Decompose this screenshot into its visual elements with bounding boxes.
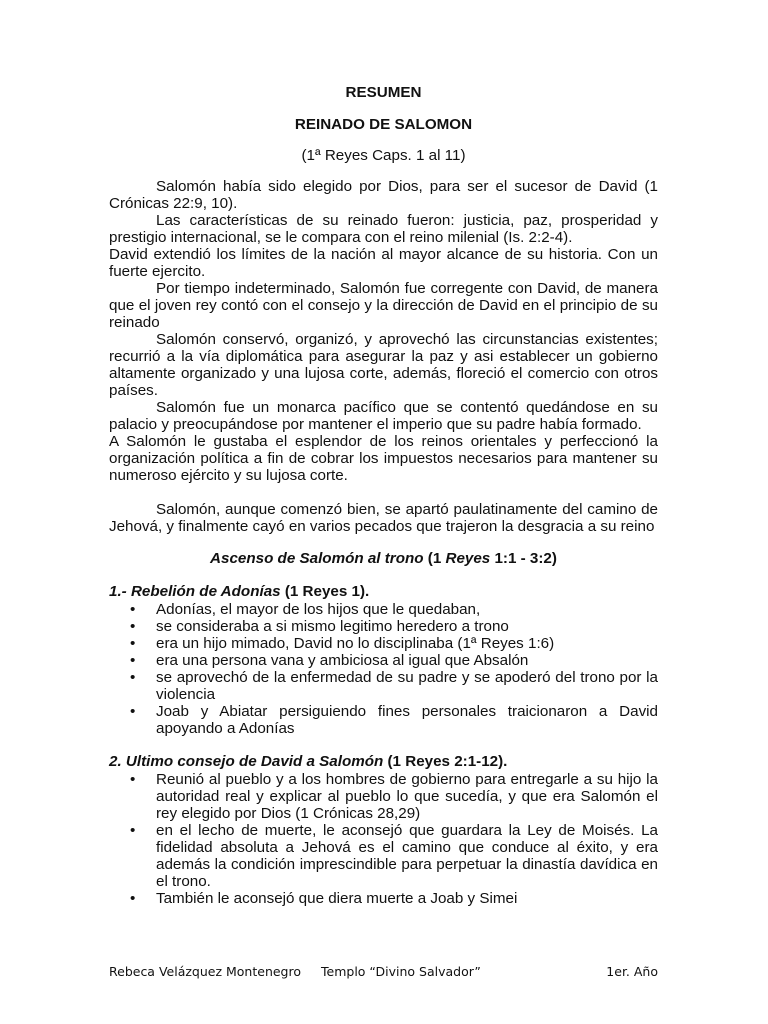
list-item <box>109 601 658 618</box>
list-item <box>109 635 658 652</box>
bullet-icon: • <box>130 601 136 618</box>
section-1-title <box>109 583 658 600</box>
list-item-text: Joab y Abiatar persiguiendo fines personales traicionaron a David apoyando a Adonías <box>156 703 658 737</box>
section-2-title <box>109 753 658 770</box>
list-item-text: se aprovechó de la enfermedad de su padre y se apoderó del trono por la violencia <box>156 669 658 703</box>
section-2-bullet-list <box>109 771 658 907</box>
paragraph-gap <box>109 484 658 501</box>
section-1-bullet-list <box>109 601 658 737</box>
bullet-icon: • <box>130 890 136 907</box>
paragraph: Salomón fue un monarca pacífico que se contentó quedándose en su palacio y preocupándose por mantener el imperio que su padre había formado. <box>109 399 658 433</box>
paragraph: Las características de su reinado fueron: justicia, paz, prosperidad y prestigio internacional, se le compara con el reino milenial (Is. 2:2-4). <box>109 212 658 246</box>
paragraph: A Salomón le gustaba el esplendor de los reinos orientales y perfeccionó la organización política a fin de cobrar los impuestos necesarios para mantener su numeroso ejército y su lujosa corte. <box>109 433 658 484</box>
bullet-icon: • <box>130 618 136 635</box>
list-item <box>109 703 658 737</box>
list-item <box>109 822 658 890</box>
list-item <box>109 771 658 822</box>
document-subtitle: REINADO DE SALOMON <box>294 116 473 133</box>
bullet-icon: • <box>130 669 136 686</box>
paragraph: Salomón, aunque comenzó bien, se apartó paulatinamente del camino de Jehová, y finalmente cayó en varios pecados que trajeron la desgracia a su reino <box>109 501 658 535</box>
list-item-text: se consideraba a si mismo legitimo heredero a trono <box>156 618 509 635</box>
list-item <box>109 890 658 907</box>
list-item <box>109 618 658 635</box>
document-reference: (1ª Reyes Caps. 1 al 11) <box>301 147 466 164</box>
bullet-icon: • <box>130 652 136 669</box>
ascenso-heading <box>109 550 658 567</box>
section-1-title-text: 1.- Rebelión de Adonías <box>109 583 281 600</box>
paragraph: David extendió los límites de la nación al mayor alcance de su historia. Con un fuerte ejercito. <box>109 246 658 280</box>
list-item-text: en el lecho de muerte, le aconsejó que guardara la Ley de Moisés. La fidelidad absoluta a Jehová es el camino que conduce al éxito, y era además la condición imprescindible para perpetuar la dinastía davídica en el trono. <box>156 822 658 890</box>
list-item-text: Adonías, el mayor de los hijos que le quedaban, <box>156 601 481 618</box>
ascenso-heading-title: Ascenso de Salomón al trono <box>210 550 424 567</box>
bullet-icon: • <box>130 635 136 652</box>
document-body <box>109 84 658 907</box>
section-1-title-ref: (1 Reyes 1). <box>280 583 370 600</box>
list-item-text: Reunió al pueblo y a los hombres de gobierno para entregarle a su hijo la autoridad real y explicar al pueblo lo que sucedía, y que era Salomón el rey elegido por Dios (1 Crónicas 28,29) <box>156 771 658 822</box>
bullet-icon: • <box>130 771 136 788</box>
bullet-icon: • <box>130 703 136 720</box>
ascenso-heading-reyes: Reyes <box>445 550 491 567</box>
paragraph: Salomón conservó, organizó, y aprovechó las circunstancias existentes; recurrió a la vía diplomática para asegurar la paz y asi establecer un gobierno altamente organizado y una lujosa corte, además, floreció el comercio con otros países. <box>109 331 658 399</box>
list-item-text: era una persona vana y ambiciosa al igual que Absalón <box>156 652 529 669</box>
ascenso-heading-open: (1 <box>423 550 446 567</box>
document-title: RESUMEN <box>345 84 422 101</box>
section-2-title-text: 2. Ultimo consejo de David a Salomón <box>109 753 384 770</box>
footer-author: Rebeca Velázquez Montenegro <box>109 964 301 979</box>
bullet-icon: • <box>130 822 136 839</box>
list-item <box>109 669 658 703</box>
ascenso-heading-close: 1:1 - 3:2) <box>490 550 557 567</box>
footer-year: 1er. Año <box>606 964 658 979</box>
footer-temple: Templo “Divino Salvador” <box>321 964 481 979</box>
paragraph: Salomón había sido elegido por Dios, para ser el sucesor de David (1 Crónicas 22:9, 10). <box>109 178 658 212</box>
list-item-text: era un hijo mimado, David no lo disciplinaba (1ª Reyes 1:6) <box>156 635 555 652</box>
list-item-text: También le aconsejó que diera muerte a Joab y Simei <box>156 890 518 907</box>
section-2-title-ref: (1 Reyes 2:1-12). <box>383 753 508 770</box>
list-item <box>109 652 658 669</box>
paragraph: Por tiempo indeterminado, Salomón fue corregente con David, de manera que el joven rey contó con el consejo y la dirección de David en el principio de su reinado <box>109 280 658 331</box>
